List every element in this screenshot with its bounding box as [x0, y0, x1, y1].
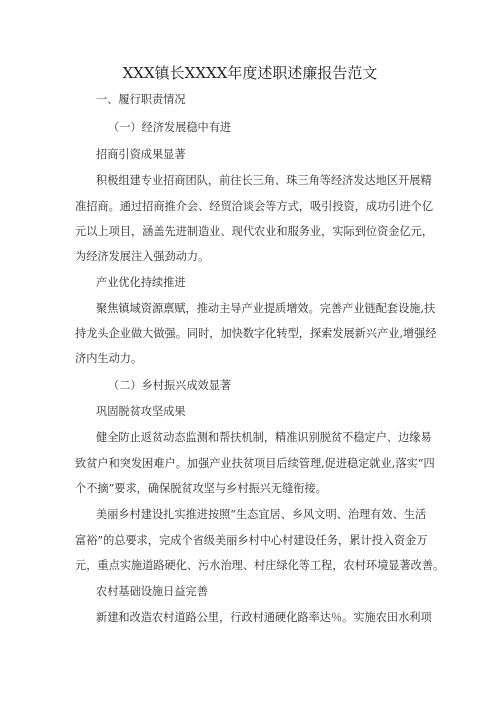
paragraph-line: 准招商。通过招商推介会、经贸洽谈会等方式，吸引投资，成功引进个亿 — [75, 200, 434, 213]
paragraph-heading-infrastructure: 农村基础设施日益完善 — [96, 585, 208, 598]
paragraph-heading-poverty: 巩固脱贫攻坚成果 — [96, 405, 186, 418]
paragraph-line: 济内生动力。 — [75, 352, 143, 365]
paragraph-line: 富裕”的总要求，完成个省级美丽乡村中心村建设任务，累计投入资金万 — [75, 534, 428, 547]
subsection-heading-1: （一）经济发展稳中有进 — [108, 121, 232, 134]
paragraph-line: 元以上项目，涵盖先进制造业、现代农业和服务业，实际到位资金亿元， — [75, 225, 434, 238]
paragraph-line: 为经济发展注入强劲动力。 — [75, 250, 210, 263]
paragraph-line: 聚焦镇域资源禀赋，推动主导产业提质增效。完善产业链配套设施,扶 — [96, 302, 436, 315]
section-heading-1: 一、履行职责情况 — [96, 93, 186, 106]
paragraph-heading-industry: 产业优化持续推进 — [96, 276, 186, 289]
paragraph-line: 持龙头企业做大做强。同时，加快数字化转型，探索发展新兴产业,增强经 — [75, 327, 437, 340]
paragraph-line: 元，重点实施道路硬化、污水治理、村庄绿化等工程，农村环境显著改善。 — [75, 559, 445, 572]
paragraph-line: 美丽乡村建设扎实推进按照“生态宜居、乡风文明、治理有效、生活 — [96, 508, 427, 521]
document-title: XXX镇长XXXX年度述职述廉报告范文 — [122, 64, 378, 82]
paragraph-line: 积极组建专业招商团队，前往长三角、珠三角等经济发达地区开展精 — [96, 174, 432, 187]
paragraph-line: 健全防止返贫动态监测和帮扶机制，精准识别脱贫不稳定户、边缘易 — [96, 431, 432, 444]
paragraph-line: 新建和改造农村道路公里，行政村通硬化路率达％。实施农田水利项 — [96, 611, 432, 624]
paragraph-line: 致贫户和突发困难户。加强产业扶贫项目后续管理,促进稳定就业,落实“四 — [75, 457, 435, 470]
paragraph-line: 个不摘”要求，确保脱贫攻坚与乡村振兴无缝衔接。 — [75, 482, 327, 495]
paragraph-heading-investment: 招商引资成果显著 — [96, 148, 186, 161]
subsection-heading-2: （二）乡村振兴成效显著 — [108, 379, 232, 392]
